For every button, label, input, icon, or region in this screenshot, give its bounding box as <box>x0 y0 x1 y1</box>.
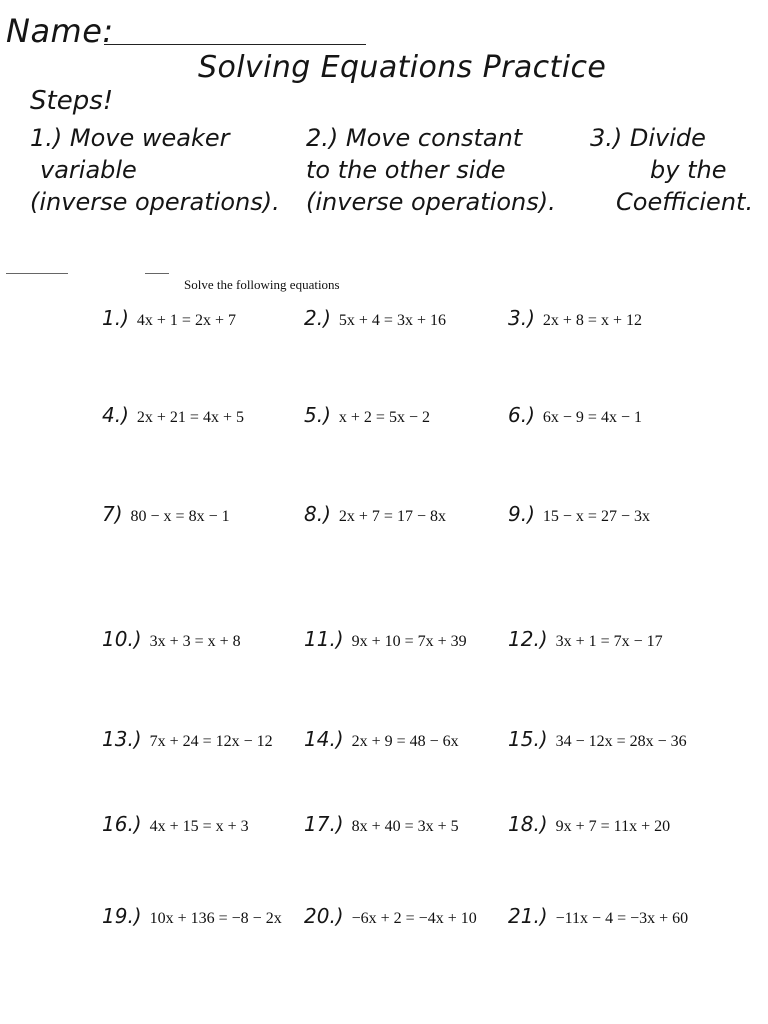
problem-6 <box>508 403 642 427</box>
step-3-line-3: Coefficient. <box>616 188 754 216</box>
problem-equation: 3x + 3 = x + 8 <box>149 633 241 650</box>
problem-equation: 2x + 9 = 48 − 6x <box>351 733 459 750</box>
problem-12 <box>508 627 663 651</box>
problem-8 <box>304 502 446 526</box>
name-label: Name: <box>6 12 114 50</box>
problem-equation: −6x + 2 = −4x + 10 <box>351 910 477 927</box>
problem-13 <box>102 727 273 751</box>
problem-number: 16.) <box>102 812 142 836</box>
problem-number: 19.) <box>102 904 142 928</box>
problem-number: 4.) <box>102 403 129 427</box>
divider-line-short <box>145 273 169 274</box>
problem-equation: 2x + 8 = x + 12 <box>542 312 642 329</box>
problem-21 <box>508 904 688 928</box>
problem-equation: 8x + 40 = 3x + 5 <box>351 818 459 835</box>
problem-11 <box>304 627 467 651</box>
step-1-line-2: variable <box>40 156 137 184</box>
problem-number: 10.) <box>102 627 142 651</box>
problem-10 <box>102 627 241 651</box>
steps-label: Steps! <box>30 86 114 116</box>
name-line <box>104 44 366 45</box>
problem-equation: 9x + 7 = 11x + 20 <box>555 818 671 835</box>
step-1-line-1: 1.) Move weaker <box>30 124 230 152</box>
problem-15 <box>508 727 687 751</box>
problem-number: 8.) <box>304 502 331 526</box>
problem-number: 11.) <box>304 627 344 651</box>
problem-equation: 3x + 1 = 7x − 17 <box>555 633 663 650</box>
problem-number: 17.) <box>304 812 344 836</box>
problem-number: 2.) <box>304 306 331 330</box>
problem-number: 1.) <box>102 306 129 330</box>
problem-equation: 5x + 4 = 3x + 16 <box>338 312 446 329</box>
step-3-line-2: by the <box>650 156 727 184</box>
problem-number: 14.) <box>304 727 344 751</box>
problem-2 <box>304 306 446 330</box>
problem-number: 12.) <box>508 627 548 651</box>
instructions: Solve the following equations <box>184 277 340 292</box>
problem-equation: 10x + 136 = −8 − 2x <box>149 910 282 927</box>
worksheet-title: Solving Equations Practice <box>198 50 607 85</box>
problem-number: 6.) <box>508 403 535 427</box>
divider-line <box>6 273 68 274</box>
problem-equation: 15 − x = 27 − 3x <box>542 508 650 525</box>
problem-equation: 34 − 12x = 28x − 36 <box>555 733 687 750</box>
problem-16 <box>102 812 249 836</box>
problem-number: 9.) <box>508 502 535 526</box>
step-2-line-1: 2.) Move constant <box>306 124 523 152</box>
problem-number: 5.) <box>304 403 331 427</box>
step-2-line-3: (inverse operations). <box>306 188 556 216</box>
problem-number: 18.) <box>508 812 548 836</box>
problem-14 <box>304 727 459 751</box>
problem-equation: 2x + 21 = 4x + 5 <box>136 409 244 426</box>
step-1-line-3: (inverse operations). <box>30 188 280 216</box>
problem-equation: 7x + 24 = 12x − 12 <box>149 733 273 750</box>
problem-19 <box>102 904 282 928</box>
problem-number: 13.) <box>102 727 142 751</box>
problem-equation: 2x + 7 = 17 − 8x <box>338 508 446 525</box>
problem-equation: 6x − 9 = 4x − 1 <box>542 409 642 426</box>
problem-equation: −11x − 4 = −3x + 60 <box>555 910 689 927</box>
problem-equation: 80 − x = 8x − 1 <box>130 508 230 525</box>
problem-7 <box>102 502 230 526</box>
problem-number: 3.) <box>508 306 535 330</box>
problem-5 <box>304 403 430 427</box>
step-1 <box>30 122 280 218</box>
problem-number: 15.) <box>508 727 548 751</box>
problem-equation: 4x + 15 = x + 3 <box>149 818 249 835</box>
step-2 <box>306 122 556 218</box>
problem-4 <box>102 403 244 427</box>
problem-18 <box>508 812 670 836</box>
problem-20 <box>304 904 477 928</box>
problem-3 <box>508 306 642 330</box>
step-2-line-2: to the other side <box>306 156 506 184</box>
problem-1 <box>102 306 236 330</box>
problem-number: 21.) <box>508 904 548 928</box>
problem-equation: x + 2 = 5x − 2 <box>338 409 430 426</box>
problem-number: 7) <box>102 502 123 526</box>
problem-number: 20.) <box>304 904 344 928</box>
problem-17 <box>304 812 459 836</box>
problem-equation: 9x + 10 = 7x + 39 <box>351 633 467 650</box>
step-3 <box>590 122 753 218</box>
step-3-line-1: 3.) Divide <box>590 124 706 152</box>
problem-9 <box>508 502 650 526</box>
problem-equation: 4x + 1 = 2x + 7 <box>136 312 236 329</box>
